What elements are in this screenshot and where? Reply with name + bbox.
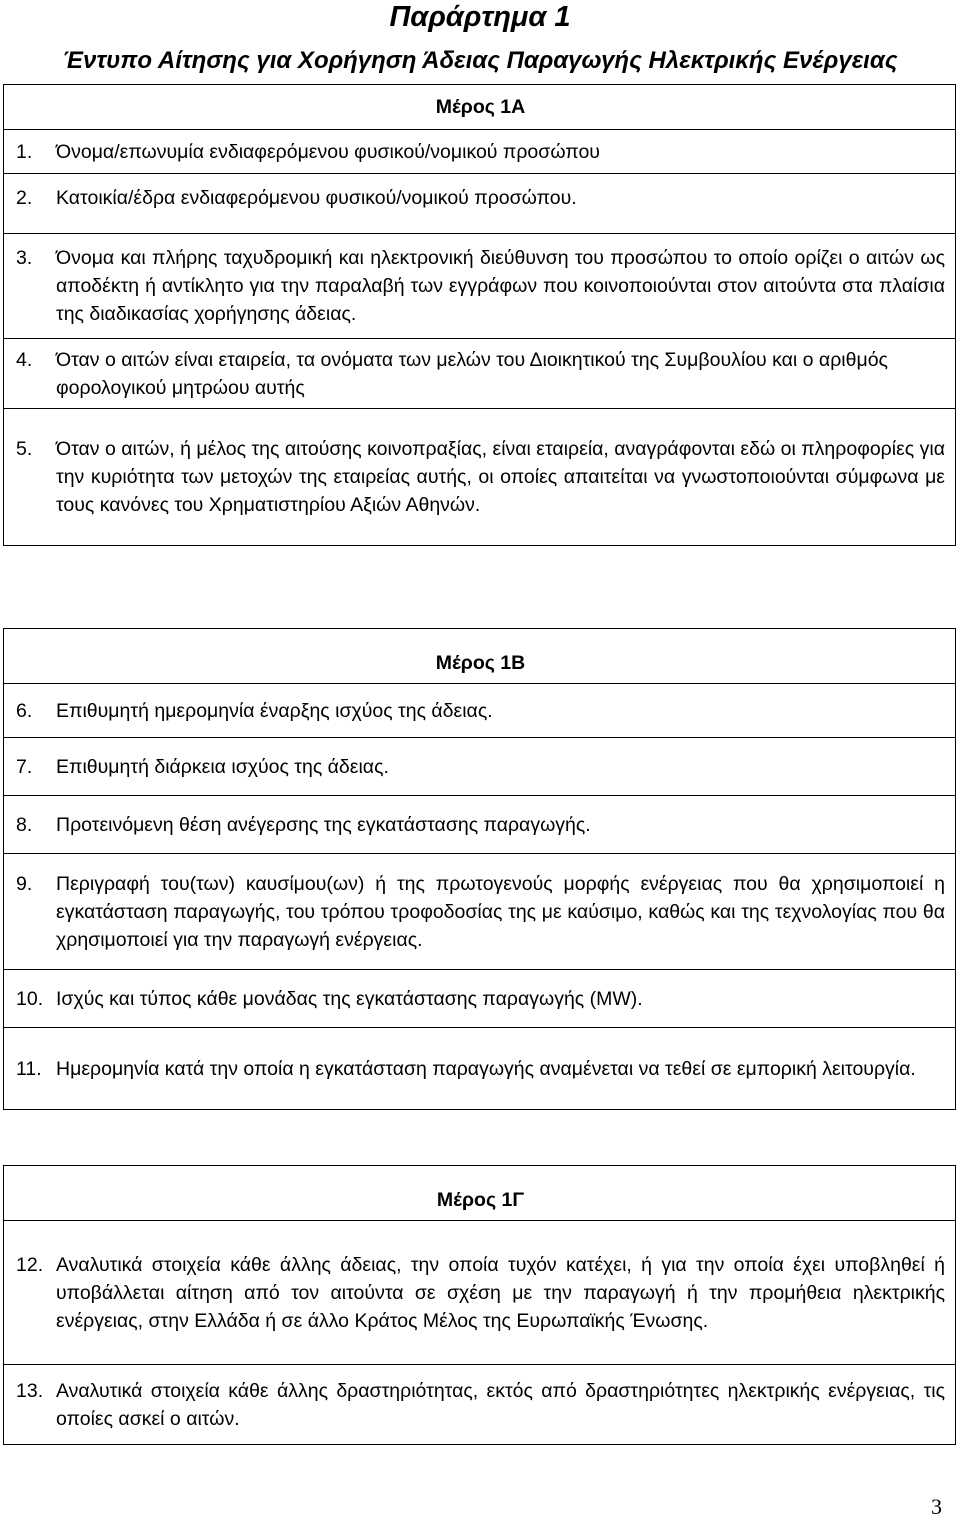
- item-text: Αναλυτικά στοιχεία κάθε άλλης άδειας, την οποία τυχόν κατέχει, ή για την οποία έχει υποβληθεί ή υποβάλλεται αίτηση από τον αιτούντα σε σχέση με την παραγωγή ή την προμήθεια ηλεκτρικής ενέργειας, στην Ελλάδα ή σε άλλο Κράτος Μέλος της Ευρωπαϊκής Ένωσης.: [56, 1253, 945, 1332]
- item-text: Ημερομηνία κατά την οποία η εγκατάσταση παραγωγής αναμένεται να τεθεί σε εμπορική λειτουργία.: [56, 1057, 916, 1080]
- part-1c-table: [3, 1165, 956, 1445]
- item-number: 2.: [16, 187, 33, 209]
- item-text: Όταν ο αιτών, ή μέλος της αιτούσης κοινοπραξίας, είναι εταιρεία, αναγράφονται εδώ οι πληροφορίες για την κυριότητα των μετοχών της εταιρείας αυτής, οι οποίες απαιτείται να γνωστοποιούνται σύμφωνα με τους κανόνες του Χρηματιστηρίου Αξιών Αθηνών.: [56, 438, 945, 516]
- form-item: [4, 738, 956, 796]
- form-item: [4, 1028, 956, 1110]
- item-number: 10.: [16, 987, 44, 1010]
- part-label: Μέρος 1Α: [4, 85, 956, 130]
- item-number: 3.: [16, 247, 33, 269]
- item-number: 8.: [16, 813, 33, 836]
- form-item: [4, 970, 956, 1028]
- item-text: Όταν ο αιτών είναι εταιρεία, τα ονόματα των μελών του Διοικητικού της Συμβουλίου και ο αριθμός φορολογικού μητρώου αυτής: [56, 348, 888, 399]
- form-item: [4, 130, 956, 174]
- part-1a-table: [3, 84, 956, 546]
- item-number: 13.: [16, 1379, 44, 1402]
- form-item: [4, 854, 956, 970]
- item-text: Όνομα/επωνυμία ενδιαφερόμενου φυσικού/νομικού προσώπου: [56, 140, 600, 163]
- form-item: [4, 174, 956, 234]
- item-number: 5.: [16, 438, 33, 460]
- form-item: [4, 234, 956, 339]
- item-number: 9.: [16, 872, 33, 895]
- form-item: [4, 1365, 956, 1445]
- item-number: 7.: [16, 755, 33, 778]
- item-text: Κατοικία/έδρα ενδιαφερόμενου φυσικού/νομικού προσώπου.: [56, 187, 577, 209]
- item-text: Αναλυτικά στοιχεία κάθε άλλης δραστηριότητας, εκτός από δραστηριότητες ηλεκτρικής ενέργειας, τις οποίες ασκεί ο αιτών.: [56, 1379, 945, 1430]
- item-text: Όνομα και πλήρης ταχυδρομική και ηλεκτρονική διεύθυνση του προσώπου το οποίο ορίζει ο αιτών ως αποδέκτη ή αντίκλητο για την παραλαβή των εγγράφων που κοινοποιούνται στον αιτούντα στα πλαίσια της διαδικασίας χορήγησης άδειας.: [56, 247, 945, 325]
- item-number: 1.: [16, 140, 33, 163]
- page-number: 3: [931, 1494, 942, 1519]
- form-item: [4, 409, 956, 546]
- form-item: [4, 1221, 956, 1365]
- item-number: 11.: [16, 1057, 42, 1080]
- item-text: Ισχύς και τύπος κάθε μονάδας της εγκατάστασης παραγωγής (MW).: [56, 987, 643, 1010]
- part-1b-table: [3, 628, 956, 1110]
- item-number: 12.: [16, 1253, 44, 1276]
- item-text: Περιγραφή του(των) καυσίμου(ων) ή της πρωτογενούς μορφής ενέργειας που θα χρησιμοποιεί η εγκατάσταση παραγωγής, του τρόπου τροφοδοσίας της με καύσιμο, καθώς και της τεχνολογίας που θα χρησιμοποιεί για την παραγωγή ενέργειας.: [56, 872, 945, 951]
- part-label: Μέρος 1Β: [4, 629, 956, 684]
- item-number: 4.: [16, 348, 33, 371]
- page-title: Παράρτημα 1: [389, 1, 571, 33]
- item-text: Προτεινόμενη θέση ανέγερσης της εγκατάστασης παραγωγής.: [56, 813, 591, 836]
- item-text: Επιθυμητή διάρκεια ισχύος της άδειας.: [56, 755, 389, 778]
- form-item: [4, 796, 956, 854]
- item-number: 6.: [16, 699, 33, 722]
- form-subtitle: Έντυπο Αίτησης για Χορήγηση Άδειας Παραγωγής Ηλεκτρικής Ενέργειας: [62, 47, 898, 74]
- part-label: Μέρος 1Γ: [4, 1166, 956, 1221]
- form-item: [4, 339, 956, 409]
- form-item: [4, 684, 956, 738]
- item-text: Επιθυμητή ημερομηνία έναρξης ισχύος της άδειας.: [56, 699, 493, 722]
